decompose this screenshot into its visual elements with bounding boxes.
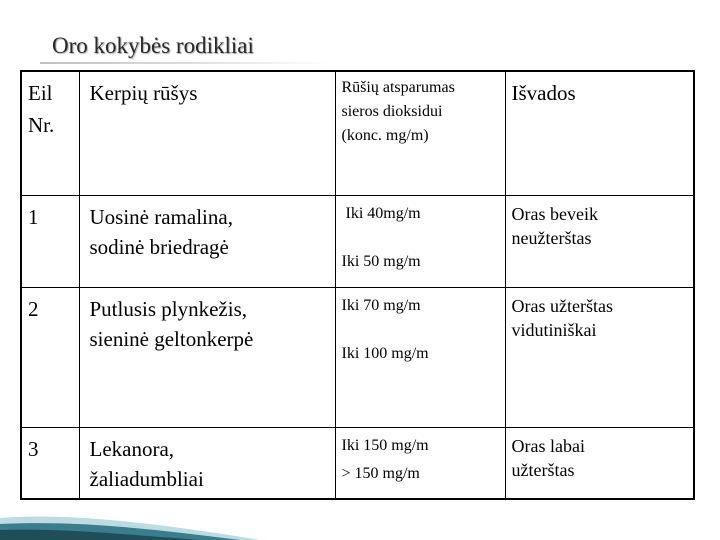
conc-b: Iki 100 mg/m <box>341 344 429 362</box>
table-row <box>21 195 694 287</box>
conclusion-line1: Oras užterštas <box>511 295 613 316</box>
header-nr <box>21 71 79 195</box>
species-line2: sieninė geltonkerpė <box>89 326 254 351</box>
header-conclusions <box>505 71 694 195</box>
row-nr-cell <box>21 195 79 287</box>
species-line2: sodinė briedragė <box>89 234 229 259</box>
species-line1: Lekanora, <box>89 436 175 461</box>
row-nr: 3 <box>28 436 39 461</box>
row-conclusion-cell <box>505 287 694 427</box>
conc-a: Iki 70 mg/m <box>341 296 421 314</box>
header-species <box>79 71 335 195</box>
table-row <box>21 427 694 499</box>
row-conclusion-cell <box>505 195 694 287</box>
row-conc-cell <box>335 195 505 287</box>
conclusion-line2: užterštas <box>511 459 575 480</box>
row-species-cell <box>79 427 335 499</box>
row-conc-cell <box>335 427 505 499</box>
row-nr: 1 <box>28 204 39 229</box>
conclusion-line2: vidutiniškai <box>511 319 597 340</box>
title-underline <box>40 62 330 64</box>
conc-b: Iki 50 mg/m <box>341 252 421 270</box>
header-nr-line2: Nr. <box>28 113 55 137</box>
conc-a: Iki 150 mg/m <box>341 436 429 454</box>
species-line1: Putlusis plynkežis, <box>89 296 248 321</box>
header-row <box>21 71 694 195</box>
row-species-cell <box>79 195 335 287</box>
row-conc-cell <box>335 287 505 427</box>
row-conclusion-cell <box>505 427 694 499</box>
species-line2: žaliadumbliai <box>89 466 204 491</box>
lichen-air-quality-table <box>20 70 695 500</box>
conc-a: Iki 40mg/m <box>345 204 421 222</box>
conclusion-line1: Oras beveik <box>511 203 598 224</box>
species-line1: Uosinė ramalina, <box>89 204 233 229</box>
row-species-cell <box>79 287 335 427</box>
conc-b: > 150 mg/m <box>341 464 420 482</box>
header-nr-line1: Eil <box>28 81 53 105</box>
table-row <box>21 287 694 427</box>
header-species-label: Kerpių rūšys <box>89 81 198 105</box>
header-resistance-line1: Rūšių atsparumas <box>341 79 455 96</box>
header-resistance <box>335 71 505 195</box>
conclusion-line2: neužterštas <box>511 227 592 248</box>
row-nr-cell <box>21 287 79 427</box>
header-resistance-line2: sieros dioksidui <box>341 103 443 120</box>
slide-title: Oro kokybės rodikliai <box>52 33 254 58</box>
conclusion-line1: Oras labai <box>511 435 585 456</box>
header-resistance-line3: (konc. mg/m) <box>341 127 429 144</box>
header-conclusions-label: Išvados <box>511 81 576 105</box>
row-nr: 2 <box>28 296 39 321</box>
row-nr-cell <box>21 427 79 499</box>
